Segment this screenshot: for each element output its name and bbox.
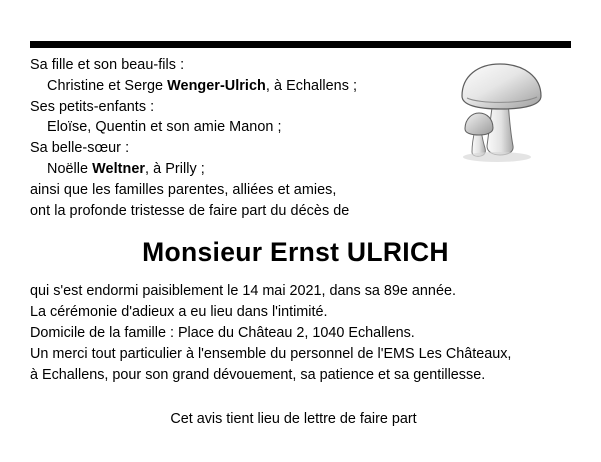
intro-line-7: ainsi que les familles parentes, alliées et amies,: [30, 181, 337, 198]
body-line-1: qui s'est endormi paisiblement le 14 mai 2021, dans sa 89e année.: [30, 283, 456, 300]
intro-line-2-prefix: Christine et Serge: [47, 77, 168, 94]
intro-line-6: [30, 159, 571, 180]
intro-line-2: [30, 76, 571, 97]
deceased-name: Monsieur Ernst ULRICH: [142, 237, 449, 268]
body-line-5: à Echallens, pour son grand dévouement, sa patience et sa gentillesse.: [30, 366, 486, 383]
intro-line-6-suffix: , à Prilly ;: [145, 160, 205, 177]
family-name-wenger-ulrich: Wenger-Ulrich: [167, 77, 266, 94]
intro-lines: [30, 55, 571, 221]
footer-note: Cet avis tient lieu de lettre de faire part: [170, 411, 417, 428]
intro-line-2-suffix: , à Echallens ;: [265, 77, 358, 94]
body-lines: [30, 281, 571, 385]
body-line-2: La cérémonie d'adieux a eu lieu dans l'intimité.: [30, 304, 328, 321]
body-line-4: Un merci tout particulier à l'ensemble du personnel de l'EMS Les Châteaux,: [30, 345, 512, 362]
family-name-weltner: Weltner: [92, 160, 146, 177]
intro-line-3: Ses petits-enfants :: [30, 98, 155, 115]
intro-line-5: Sa belle-sœur :: [30, 140, 130, 157]
intro-line-1: Sa fille et son beau-fils :: [30, 57, 185, 73]
intro-line-8: ont la profonde tristesse de faire part du décès de: [30, 202, 350, 219]
intro-line-4: Eloïse, Quentin et son amie Manon ;: [47, 119, 282, 136]
top-divider: [30, 41, 571, 48]
notice-content: [30, 55, 571, 427]
intro-line-6-prefix: Noëlle: [47, 160, 93, 177]
body-line-3: Domicile de la famille : Place du Château 2, 1040 Echallens.: [30, 324, 415, 341]
